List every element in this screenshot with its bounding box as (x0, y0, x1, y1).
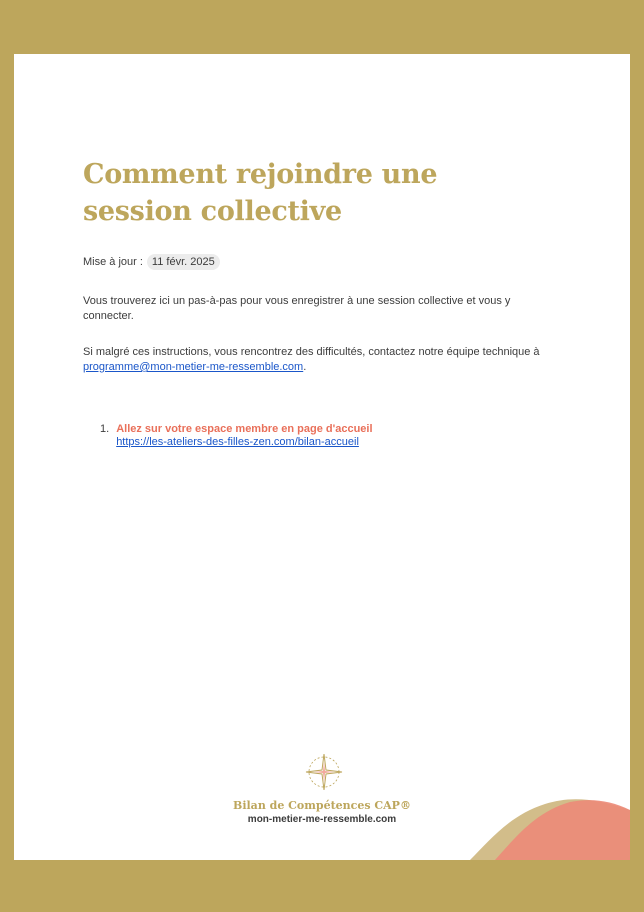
page-title: Comment rejoindre une session collective (83, 159, 438, 227)
help-end: . (303, 361, 307, 373)
update-info (83, 254, 220, 270)
help-email-link[interactable]: programme@mon-metier-me-ressemble.com (83, 361, 304, 373)
document-page (14, 54, 630, 860)
step-title: Allez sur votre espace membre en page d'accueil (116, 423, 373, 435)
help-paragraph (83, 345, 563, 375)
update-label: Mise à jour : (83, 256, 143, 268)
step-link[interactable]: https://les-ateliers-des-filles-zen.com/bilan-accueil (116, 436, 359, 448)
compass-star-icon (304, 752, 344, 792)
decorative-wave-shape (470, 790, 630, 860)
footer-brand: Bilan de Compétences CAP® (233, 799, 411, 812)
step-content (116, 423, 372, 449)
step-item (100, 423, 373, 449)
update-date-chip[interactable]: 11 févr. 2025 (147, 254, 220, 270)
intro-paragraph: Vous trouverez ici un pas-à-pas pour vous enregistrer à une session collective et vous y connecter. (83, 295, 511, 322)
help-text: Si malgré ces instructions, vous rencontrez des difficultés, contactez notre équipe technique à (83, 346, 540, 358)
footer-site: mon-metier-me-ressemble.com (247, 814, 397, 825)
step-number: 1. (100, 423, 110, 435)
